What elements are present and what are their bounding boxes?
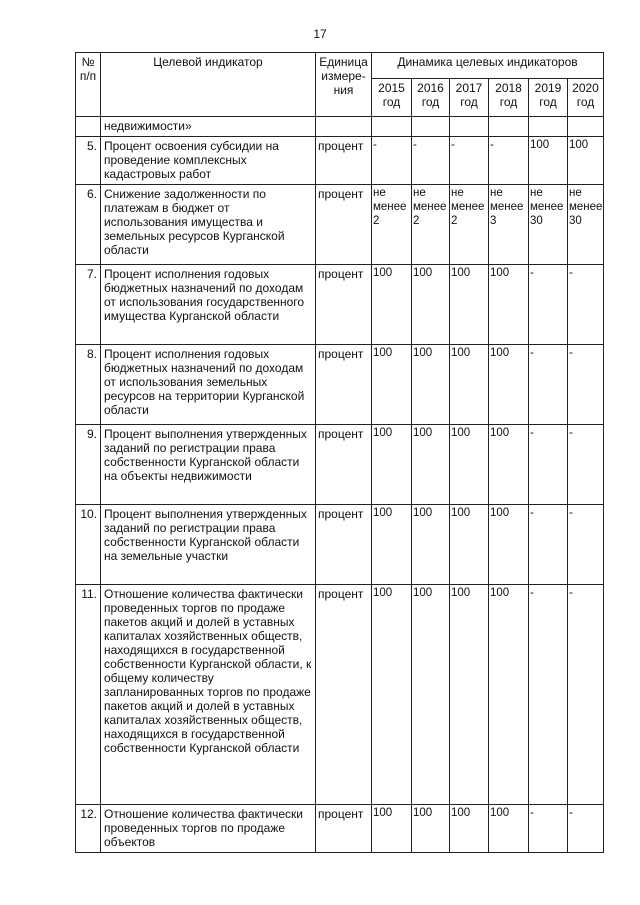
value-cell: 100 <box>489 505 529 585</box>
value-cell: 100 <box>568 137 604 185</box>
row-number: 5. <box>76 137 101 185</box>
row-number: 10. <box>76 505 101 585</box>
value-cell: 100 <box>412 505 450 585</box>
unit-cell: процент <box>316 425 372 505</box>
value-cell: не менее 2 <box>450 185 489 265</box>
table-row <box>76 185 604 265</box>
row-number: 11. <box>76 585 101 805</box>
indicator-text: Процент выполнения утвержденных заданий по регистрации права собственности Курганской области на объекты недвижимости <box>101 425 316 505</box>
unit-cell: процент <box>316 805 372 853</box>
header-year: 2017 год <box>450 79 489 117</box>
unit-cell: процент <box>316 585 372 805</box>
value-cell: - <box>568 805 604 853</box>
header-year: 2019 год <box>529 79 568 117</box>
continuation-num-cell <box>76 117 101 137</box>
value-cell: - <box>372 137 412 185</box>
value-cell: 100 <box>450 505 489 585</box>
value-cell: 100 <box>372 425 412 505</box>
row-number: 7. <box>76 265 101 345</box>
value-cell: 100 <box>372 805 412 853</box>
table-row <box>76 137 604 185</box>
header-dynamics: Динамика целевых индикаторов <box>372 53 604 79</box>
header-year: 2016 год <box>412 79 450 117</box>
value-cell: 100 <box>450 345 489 425</box>
value-cell: 100 <box>529 137 568 185</box>
page-number: 17 <box>313 27 327 41</box>
unit-cell: процент <box>316 505 372 585</box>
continuation-row <box>76 117 604 137</box>
value-cell: 100 <box>489 425 529 505</box>
row-number: 12. <box>76 805 101 853</box>
table-row <box>76 585 604 805</box>
value-cell: 100 <box>450 265 489 345</box>
row-number: 6. <box>76 185 101 265</box>
indicator-text: Процент исполнения годовых бюджетных назначений по доходам от использования государственного имущества Курганской области <box>101 265 316 345</box>
indicator-text: Отношение количества фактически проведенных торгов по продаже объектов <box>101 805 316 853</box>
value-cell: не менее 2 <box>412 185 450 265</box>
value-cell: - <box>529 585 568 805</box>
value-cell: 100 <box>450 805 489 853</box>
value-cell: 100 <box>412 805 450 853</box>
table-row <box>76 505 604 585</box>
value-cell: - <box>412 137 450 185</box>
value-cell: - <box>568 265 604 345</box>
continuation-text: недвижимости» <box>101 117 316 137</box>
value-cell: 100 <box>372 505 412 585</box>
value-cell: 100 <box>412 585 450 805</box>
value-cell: не менее 30 <box>529 185 568 265</box>
value-cell: - <box>529 505 568 585</box>
table-row <box>76 265 604 345</box>
header-year: 2020 год <box>568 79 604 117</box>
value-cell: - <box>529 345 568 425</box>
value-cell: 100 <box>450 425 489 505</box>
header-num: № п/п <box>76 53 101 117</box>
value-cell: - <box>450 137 489 185</box>
row-number: 8. <box>76 345 101 425</box>
value-cell: 100 <box>412 265 450 345</box>
header-unit: Единица измере-ния <box>316 53 372 117</box>
value-cell: 100 <box>372 265 412 345</box>
header-year: 2015 год <box>372 79 412 117</box>
value-cell: не менее 2 <box>372 185 412 265</box>
unit-cell: процент <box>316 185 372 265</box>
value-cell: 100 <box>450 585 489 805</box>
value-cell: 100 <box>489 265 529 345</box>
value-cell: 100 <box>489 345 529 425</box>
value-cell: - <box>568 345 604 425</box>
value-cell: 100 <box>412 345 450 425</box>
header-year: 2018 год <box>489 79 529 117</box>
indicator-text: Процент выполнения утвержденных заданий по регистрации права собственности Курганской области на земельные участки <box>101 505 316 585</box>
indicator-text: Снижение задолженности по платежам в бюджет от использования имущества и земельных ресурсов Курганской области <box>101 185 316 265</box>
value-cell: - <box>568 585 604 805</box>
indicators-table <box>75 52 604 853</box>
value-cell: 100 <box>372 585 412 805</box>
unit-cell: процент <box>316 345 372 425</box>
value-cell: - <box>529 425 568 505</box>
table-row <box>76 425 604 505</box>
value-cell: 100 <box>489 805 529 853</box>
header-indicator: Целевой индикатор <box>101 53 316 117</box>
value-cell: - <box>489 137 529 185</box>
value-cell: 100 <box>412 425 450 505</box>
unit-cell: процент <box>316 137 372 185</box>
unit-cell: процент <box>316 265 372 345</box>
indicator-text: Процент освоения субсидии на проведение комплексных кадастровых работ <box>101 137 316 185</box>
value-cell: не менее 30 <box>568 185 604 265</box>
table-row <box>76 805 604 853</box>
value-cell: - <box>568 505 604 585</box>
value-cell: - <box>529 265 568 345</box>
row-number: 9. <box>76 425 101 505</box>
indicator-text: Процент исполнения годовых бюджетных назначений по доходам от использования земельных ресурсов на территории Курганской области <box>101 345 316 425</box>
indicator-text: Отношение количества фактически проведенных торгов по продаже пакетов акций и долей в уставных капиталах хозяйственных обществ, находящихся в государственной собственности Курганской области, к общему количеству запланированных торгов по продаже пакетов акций и долей в уставных капиталах хозяйственных обществ, находящихся в государственной собственности Курганской области <box>101 585 316 805</box>
table-row <box>76 345 604 425</box>
value-cell: - <box>568 425 604 505</box>
value-cell: 100 <box>489 585 529 805</box>
value-cell: не менее 3 <box>489 185 529 265</box>
value-cell: 100 <box>372 345 412 425</box>
value-cell: - <box>529 805 568 853</box>
